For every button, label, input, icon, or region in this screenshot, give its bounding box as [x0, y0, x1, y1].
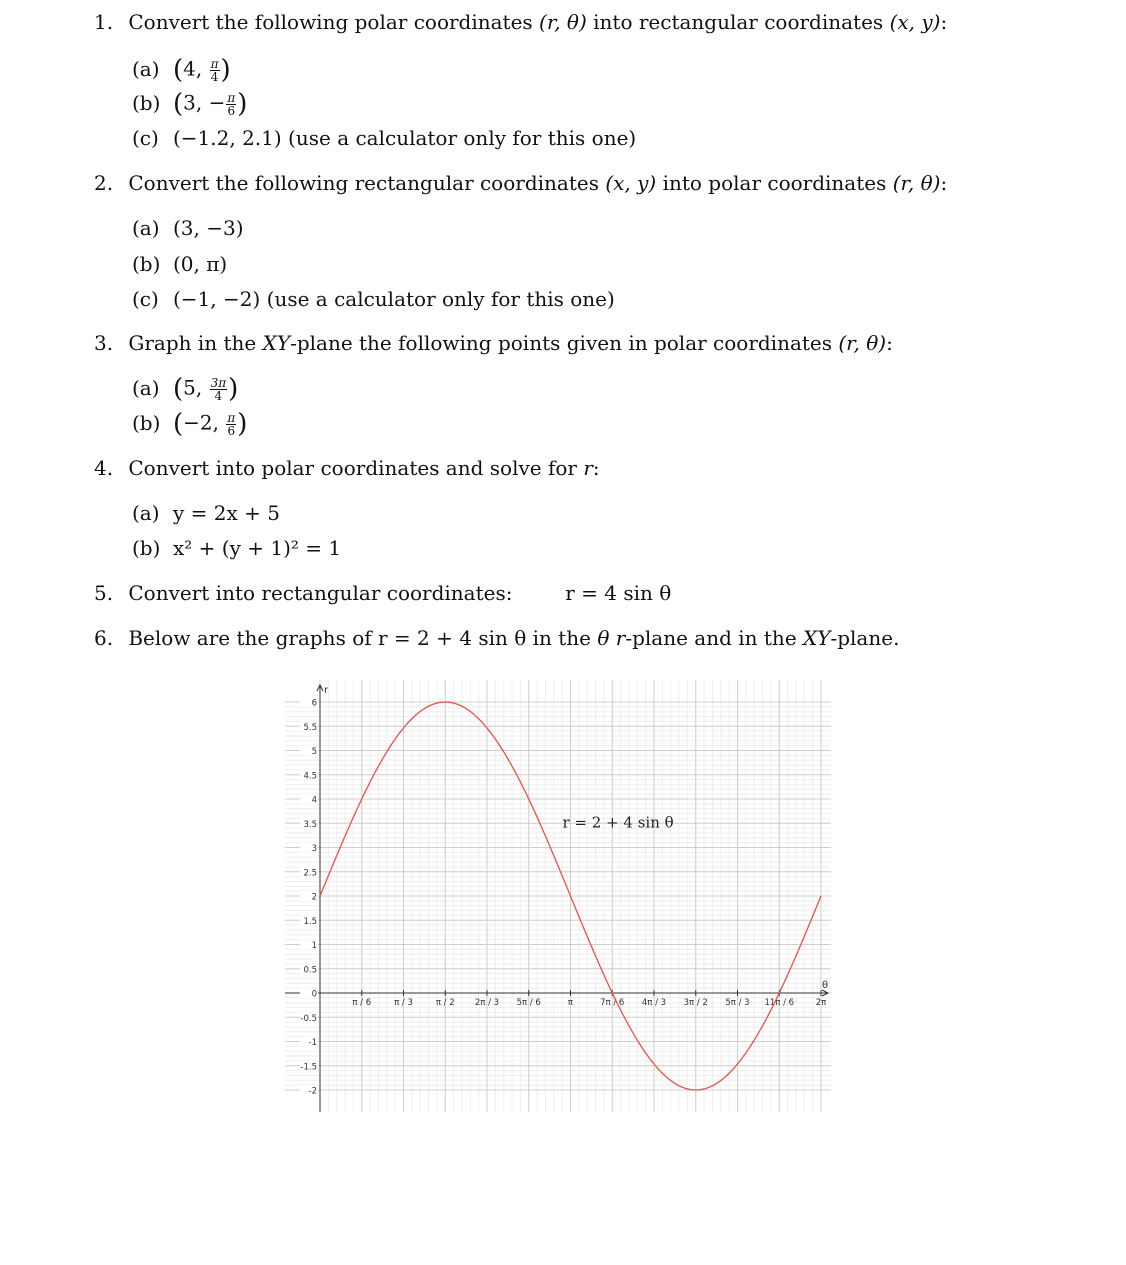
y-tick-label: -1: [308, 1038, 317, 1048]
paren: (: [173, 55, 184, 85]
y-tick-label: -1.5: [300, 1062, 317, 1073]
problem-1: [94, 10, 947, 34]
plane-math: XY: [262, 331, 291, 355]
item-label: (c): [132, 126, 159, 150]
problem-3a: [132, 374, 238, 404]
fraction-numerator: 3π: [210, 375, 227, 390]
x-tick-label: 7π / 6: [600, 998, 625, 1008]
problem-text: into polar coordinates: [656, 171, 893, 195]
paren: (: [173, 89, 184, 119]
problem-number: 4.: [94, 456, 114, 480]
item-value: 4,: [183, 56, 209, 81]
plane-math: θ r: [597, 626, 626, 650]
problem-4a: [132, 501, 280, 525]
y-tick-label: 1.5: [303, 916, 317, 927]
problem-2c: [132, 287, 615, 311]
problem-number: 5.: [94, 581, 114, 605]
fraction-denominator: 6: [227, 103, 236, 118]
axes: [285, 685, 828, 1112]
y-tick-label: 5: [311, 747, 317, 757]
problem-text: Convert into rectangular coordinates:: [128, 581, 513, 605]
paren: ): [237, 409, 248, 439]
problem-text: :: [592, 456, 600, 480]
graph-theta-r-plane: [285, 680, 835, 1116]
problem-6: [94, 626, 899, 650]
rect-coord-math: (x, y): [889, 10, 941, 34]
y-tick-label: 0: [311, 989, 317, 1000]
fraction-denominator: 4: [214, 388, 223, 403]
y-tick-labels: [300, 697, 318, 1097]
problem-1a: [132, 55, 231, 85]
polar-coord-math: (r, θ): [892, 171, 941, 195]
item-value: −2,: [183, 410, 226, 435]
y-tick-label: 2: [311, 892, 317, 903]
y-tick-label: 1: [311, 941, 317, 951]
problem-text: -plane and in the: [625, 626, 804, 650]
x-tick-label: 4π / 3: [641, 998, 667, 1008]
paren: ): [220, 55, 231, 85]
problem-1b: [132, 89, 247, 119]
item-label: (a): [132, 375, 160, 400]
fraction: [210, 377, 228, 402]
x-tick-label: π / 6: [352, 998, 372, 1008]
equation-math: r = 2 + 4 sin θ: [378, 626, 527, 650]
item-equation: y = 2x + 5: [173, 501, 280, 525]
fraction-numerator: π: [210, 56, 219, 71]
y-tick-label: -2: [308, 1086, 317, 1097]
item-value: (0, π): [173, 252, 228, 276]
problem-number: 6.: [94, 626, 114, 650]
y-tick-label: 2.5: [303, 868, 317, 879]
polar-coord-math: (r, θ): [838, 331, 887, 355]
problem-text: :: [886, 331, 893, 355]
y-tick-label: 3.5: [303, 819, 317, 830]
item-label: (a): [132, 501, 160, 525]
plane-math: XY: [803, 626, 831, 650]
item-label: (a): [132, 216, 160, 240]
problem-2: [94, 171, 947, 195]
x-tick-label: π / 3: [394, 998, 413, 1008]
rect-coord-math: (x, y): [605, 171, 657, 195]
fraction-denominator: 4: [210, 69, 219, 84]
problem-3b: [132, 409, 247, 439]
problem-2a: [132, 216, 244, 240]
problem-text: -plane the following points given in polar coordinates: [290, 331, 839, 355]
fraction-numerator: π: [227, 410, 236, 425]
y-tick-label: 0.5: [303, 965, 317, 976]
x-tick-label: 3π / 2: [683, 998, 708, 1008]
fraction: [226, 412, 236, 437]
item-label: (a): [132, 56, 160, 81]
problem-number: 2.: [94, 171, 114, 195]
x-tick-label: π / 2: [435, 998, 455, 1008]
item-label: (b): [132, 90, 161, 115]
problem-4: [94, 456, 600, 480]
variable-math: r: [583, 456, 593, 480]
item-value: 3, −: [183, 90, 226, 115]
x-tick-label: 5π / 6: [516, 998, 541, 1008]
problem-text: Convert the following rectangular coordinates: [128, 171, 606, 195]
fraction: [210, 58, 220, 83]
y-tick-label: 6: [311, 698, 317, 709]
y-tick-label: 3: [311, 844, 317, 854]
y-tick-label: 5.5: [303, 722, 317, 733]
paren: (: [173, 374, 184, 404]
item-value: (−1, −2) (use a calculator only for this one): [173, 287, 615, 311]
equation-math: r = 4 sin θ: [565, 581, 672, 605]
item-label: (c): [132, 287, 159, 311]
y-tick-label: -0.5: [300, 1013, 317, 1024]
item-label: (b): [132, 536, 161, 560]
x-tick-label: 5π / 3: [725, 998, 750, 1008]
problem-text: :: [940, 10, 948, 34]
item-label: (b): [132, 252, 161, 276]
problem-text: into rectangular coordinates: [586, 10, 890, 34]
problem-text: -plane.: [830, 626, 900, 650]
x-tick-label: π: [567, 998, 574, 1008]
item-value: (3, −3): [173, 216, 244, 240]
fraction-numerator: π: [227, 90, 236, 105]
fraction-denominator: 6: [227, 423, 236, 438]
problem-4b: [132, 536, 341, 560]
item-label: (b): [132, 410, 161, 435]
y-tick-label: 4.5: [303, 771, 317, 782]
paren: ): [237, 89, 248, 119]
y-axis-label: r: [324, 685, 329, 696]
problem-1c: [132, 126, 636, 150]
paren: (: [173, 409, 184, 439]
paren: ): [228, 374, 239, 404]
problem-text: in the: [526, 626, 598, 650]
y-tick-label: 4: [311, 795, 317, 806]
item-equation: x² + (y + 1)² = 1: [173, 536, 342, 560]
problem-text: Convert into polar coordinates and solve for: [128, 456, 584, 480]
item-value: (−1.2, 2.1) (use a calculator only for this one): [173, 126, 637, 150]
polar-coord-math: (r, θ): [539, 10, 587, 34]
item-value: 5,: [183, 375, 209, 400]
problem-number: 3.: [94, 331, 114, 355]
x-axis-label: θ: [822, 980, 829, 991]
curve-label: r = 2 + 4 sin θ: [562, 813, 674, 832]
problem-text: :: [940, 171, 948, 195]
x-tick-label: 11π / 6: [764, 998, 795, 1008]
problem-text: Convert the following polar coordinates: [128, 10, 540, 34]
x-tick-label: 2π / 3: [474, 998, 500, 1008]
problem-text: Below are the graphs of: [128, 626, 378, 650]
problem-number: 1.: [94, 10, 114, 34]
fraction: [226, 92, 236, 117]
problem-text: Graph in the: [128, 331, 263, 355]
problem-3: [94, 331, 893, 355]
x-tick-label: 2π: [815, 998, 827, 1008]
problem-5: [94, 581, 671, 605]
problem-2b: [132, 252, 227, 276]
